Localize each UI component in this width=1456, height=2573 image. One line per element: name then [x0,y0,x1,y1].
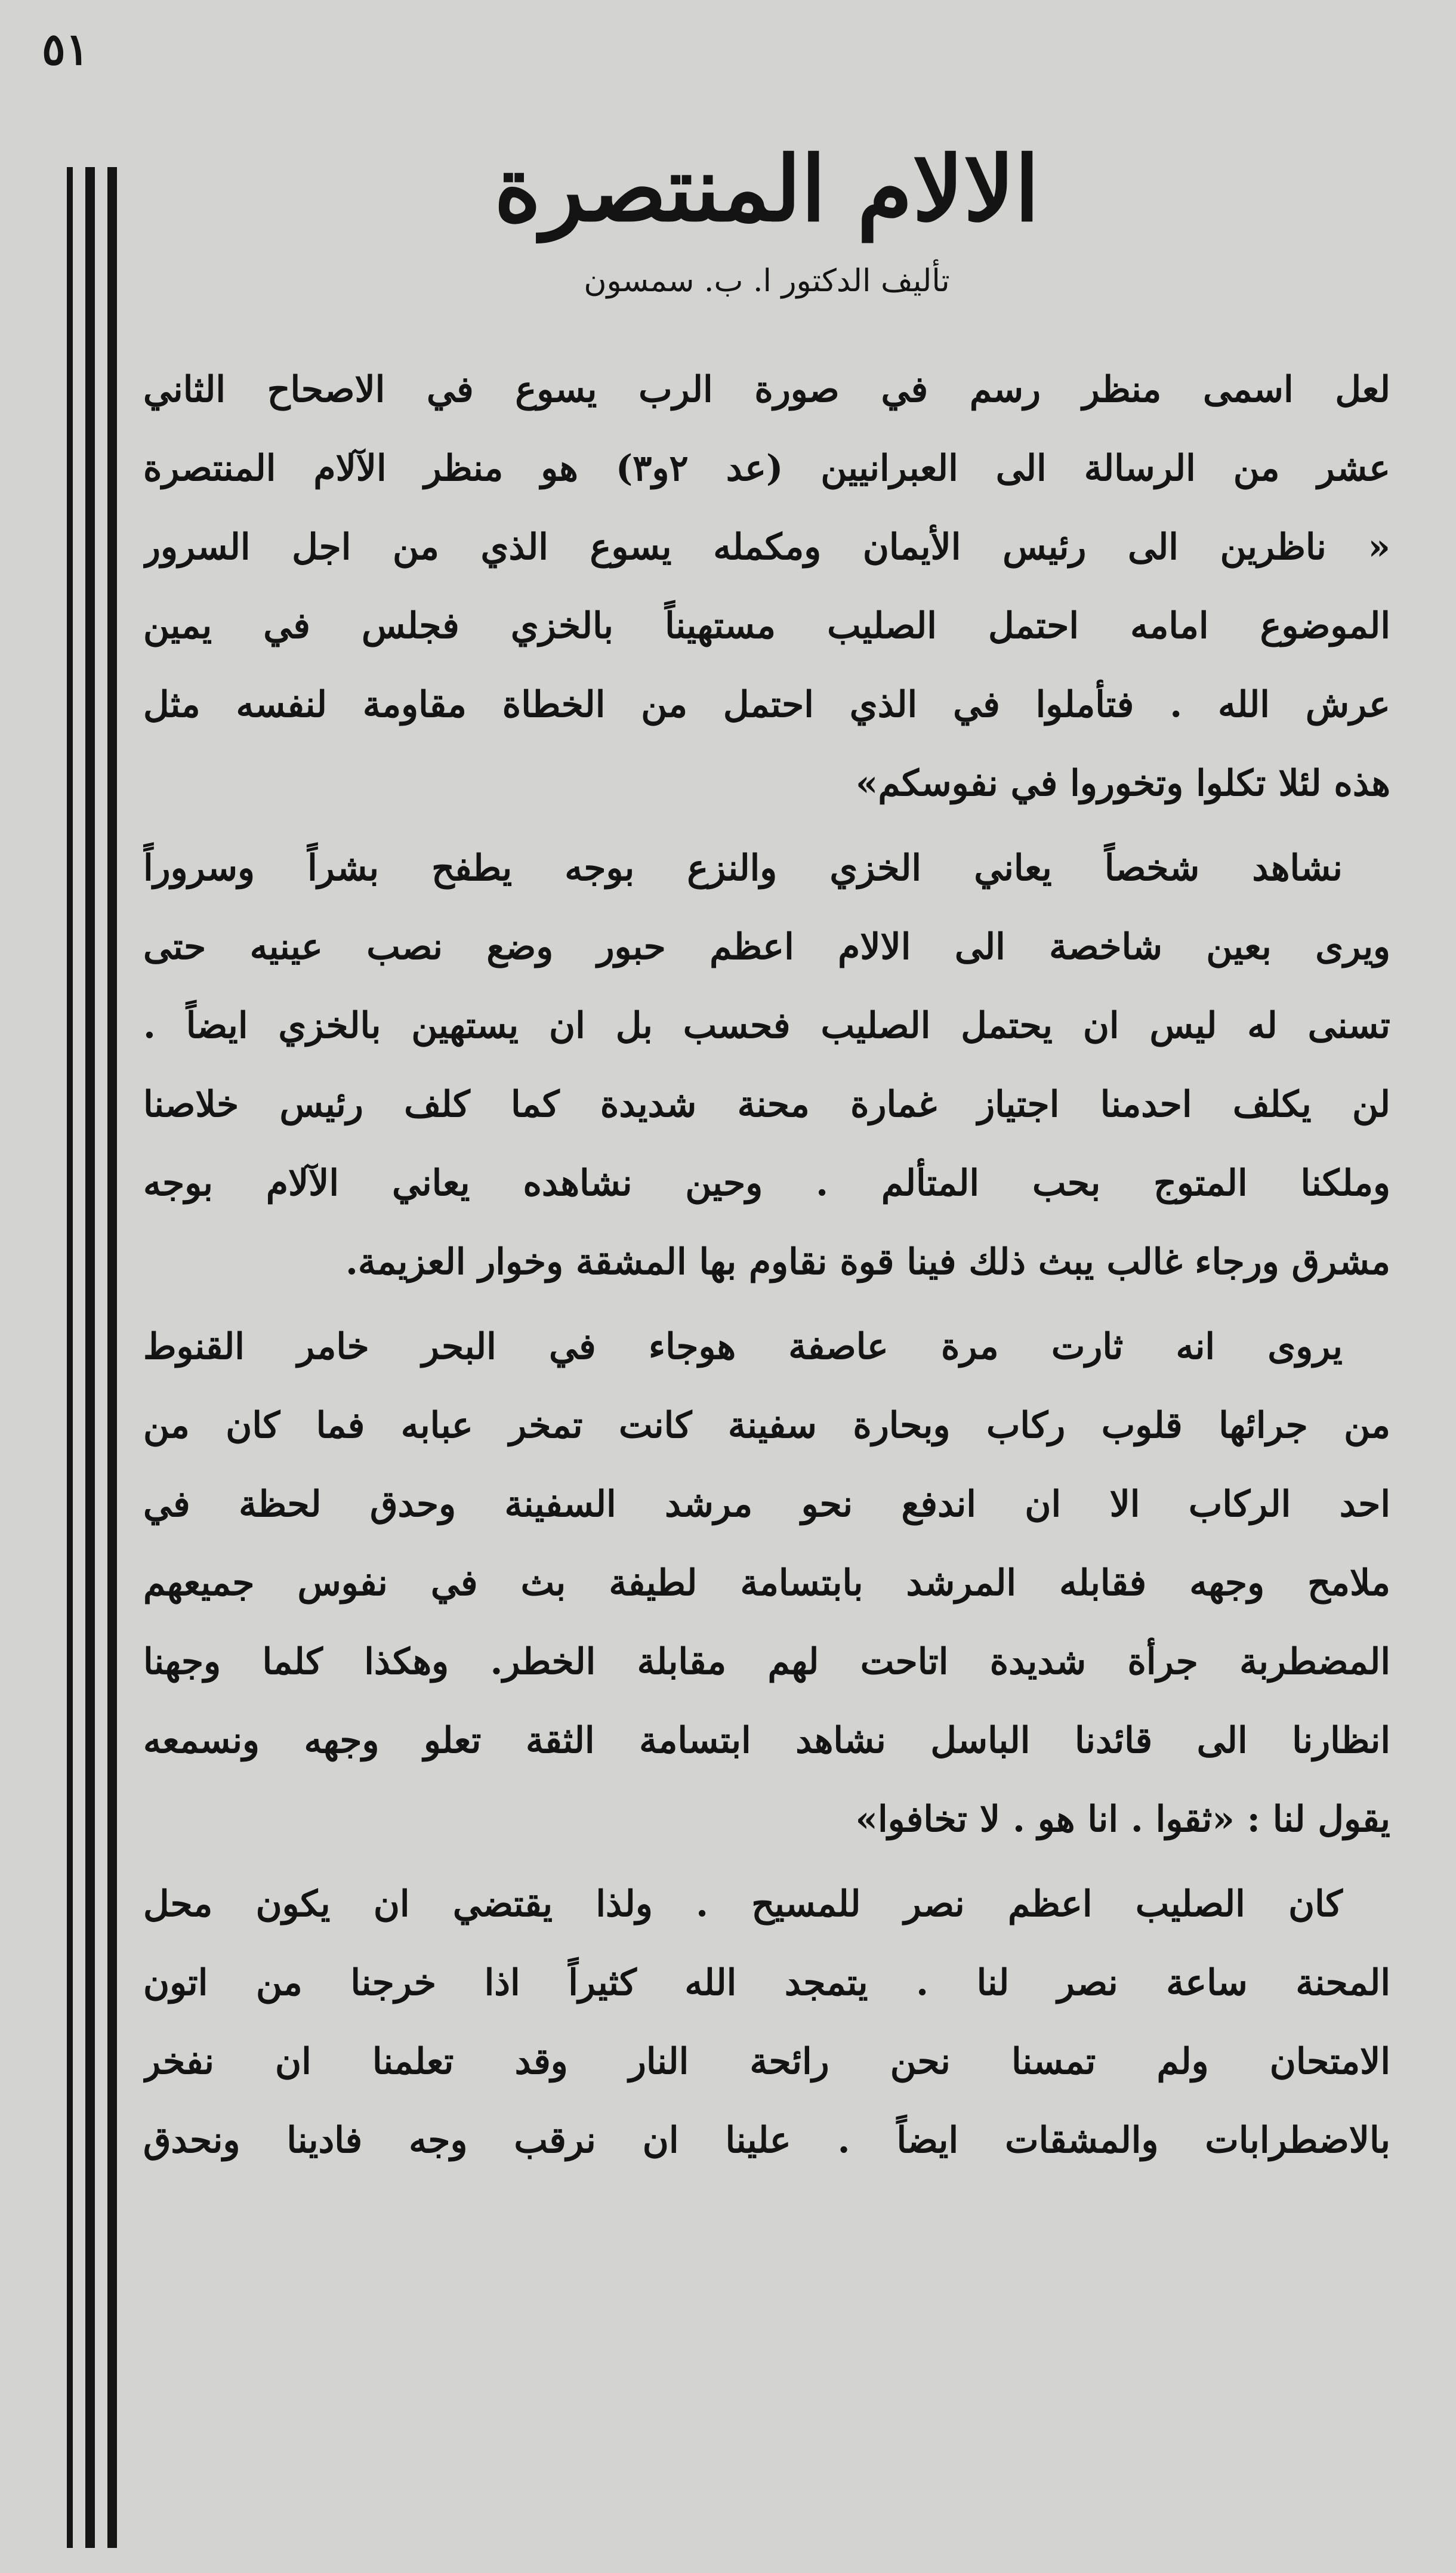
text-line: لن يكلف احدمنا اجتياز غمارة محنة شديدة كما كلف رئيس خلاصنا [143,1084,1390,1126]
paragraph-4 [143,1865,1390,2180]
text-line: الموضوع امامه احتمل الصليب مستهيناً بالخزي فجلس في يمين [143,605,1390,647]
text-line: نشاهد شخصاً يعاني الخزي والنزع بوجه يطفح بشراً وسروراً [143,847,1343,890]
text-line: تسنى له ليس ان يحتمل الصليب فحسب بل ان يستهين بالخزي ايضاً . [143,1005,1390,1047]
decorative-vertical-rules [67,167,117,2548]
text-line: كان الصليب اعظم نصر للمسيح . ولذا يقتضي ان يكون محل [143,1883,1343,1926]
paragraph-2 [143,829,1390,1301]
rule-line [67,167,73,2548]
text-line: وملكنا المتوج بحب المتألم . وحين نشاهده يعاني الآلام بوجه [143,1162,1390,1205]
article-author: تأليف الدكتور ا. ب. سمسون [584,263,950,299]
text-line: « ناظرين الى رئيس الأيمان ومكمله يسوع الذي من اجل السرور [143,526,1390,569]
text-line: عرش الله . فتأملوا في الذي احتمل من الخطاة مقاومة لنفسه مثل [143,684,1390,726]
text-line: يقول لنا : «ثقوا . انا هو . لا تخافوا» [855,1798,1390,1841]
text-line: ويرى بعين شاخصة الى الالام اعظم حبور وضع نصب عينيه حتى [143,926,1390,968]
text-line: مشرق ورجاء غالب يبث ذلك فينا قوة نقاوم بها المشقة وخوار العزيمة. [346,1241,1390,1284]
page-number: ٥١ [42,24,90,75]
text-line: المضطربة جرأة شديدة اتاحت لهم مقابلة الخطر. وهكذا كلما وجهنا [143,1641,1390,1683]
text-line: احد الركاب الا ان اندفع نحو مرشد السفينة وحدق لحظة في [143,1483,1390,1526]
text-line: يروى انه ثارت مرة عاصفة هوجاء في البحر خامر القنوط [143,1326,1343,1368]
rule-line [85,167,95,2548]
article-title: الالام المنتصرة [494,137,1039,242]
rule-line [107,167,117,2548]
paragraph-3 [143,1307,1390,1859]
article [143,137,1390,2180]
text-line: ملامح وجهه فقابله المرشد بابتسامة لطيفة بث في نفوس جميعهم [143,1562,1390,1605]
paragraph-1 [143,350,1390,823]
text-line: هذه لئلا تكلوا وتخوروا في نفوسكم» [855,763,1390,805]
text-line: من جرائها قلوب ركاب وبحارة سفينة كانت تمخر عبابه فما كان من [143,1405,1390,1447]
text-line: عشر من الرسالة الى العبرانيين (عد ٢و٣) هو منظر الآلام المنتصرة [143,448,1390,490]
text-line: المحنة ساعة نصر لنا . يتمجد الله كثيراً اذا خرجنا من اتون [143,1962,1390,2004]
text-line: لعل اسمى منظر رسم في صورة الرب يسوع في الاصحاح الثاني [143,369,1390,411]
text-line: انظارنا الى قائدنا الباسل نشاهد ابتسامة الثقة تعلو وجهه ونسمعه [143,1720,1390,1762]
text-line: بالاضطرابات والمشقات ايضاً . علينا ان نرقب وجه فادينا ونحدق [143,2120,1390,2162]
text-line: الامتحان ولم تمسنا نحن رائحة النار وقد تعلمنا ان نفخر [143,2041,1390,2083]
